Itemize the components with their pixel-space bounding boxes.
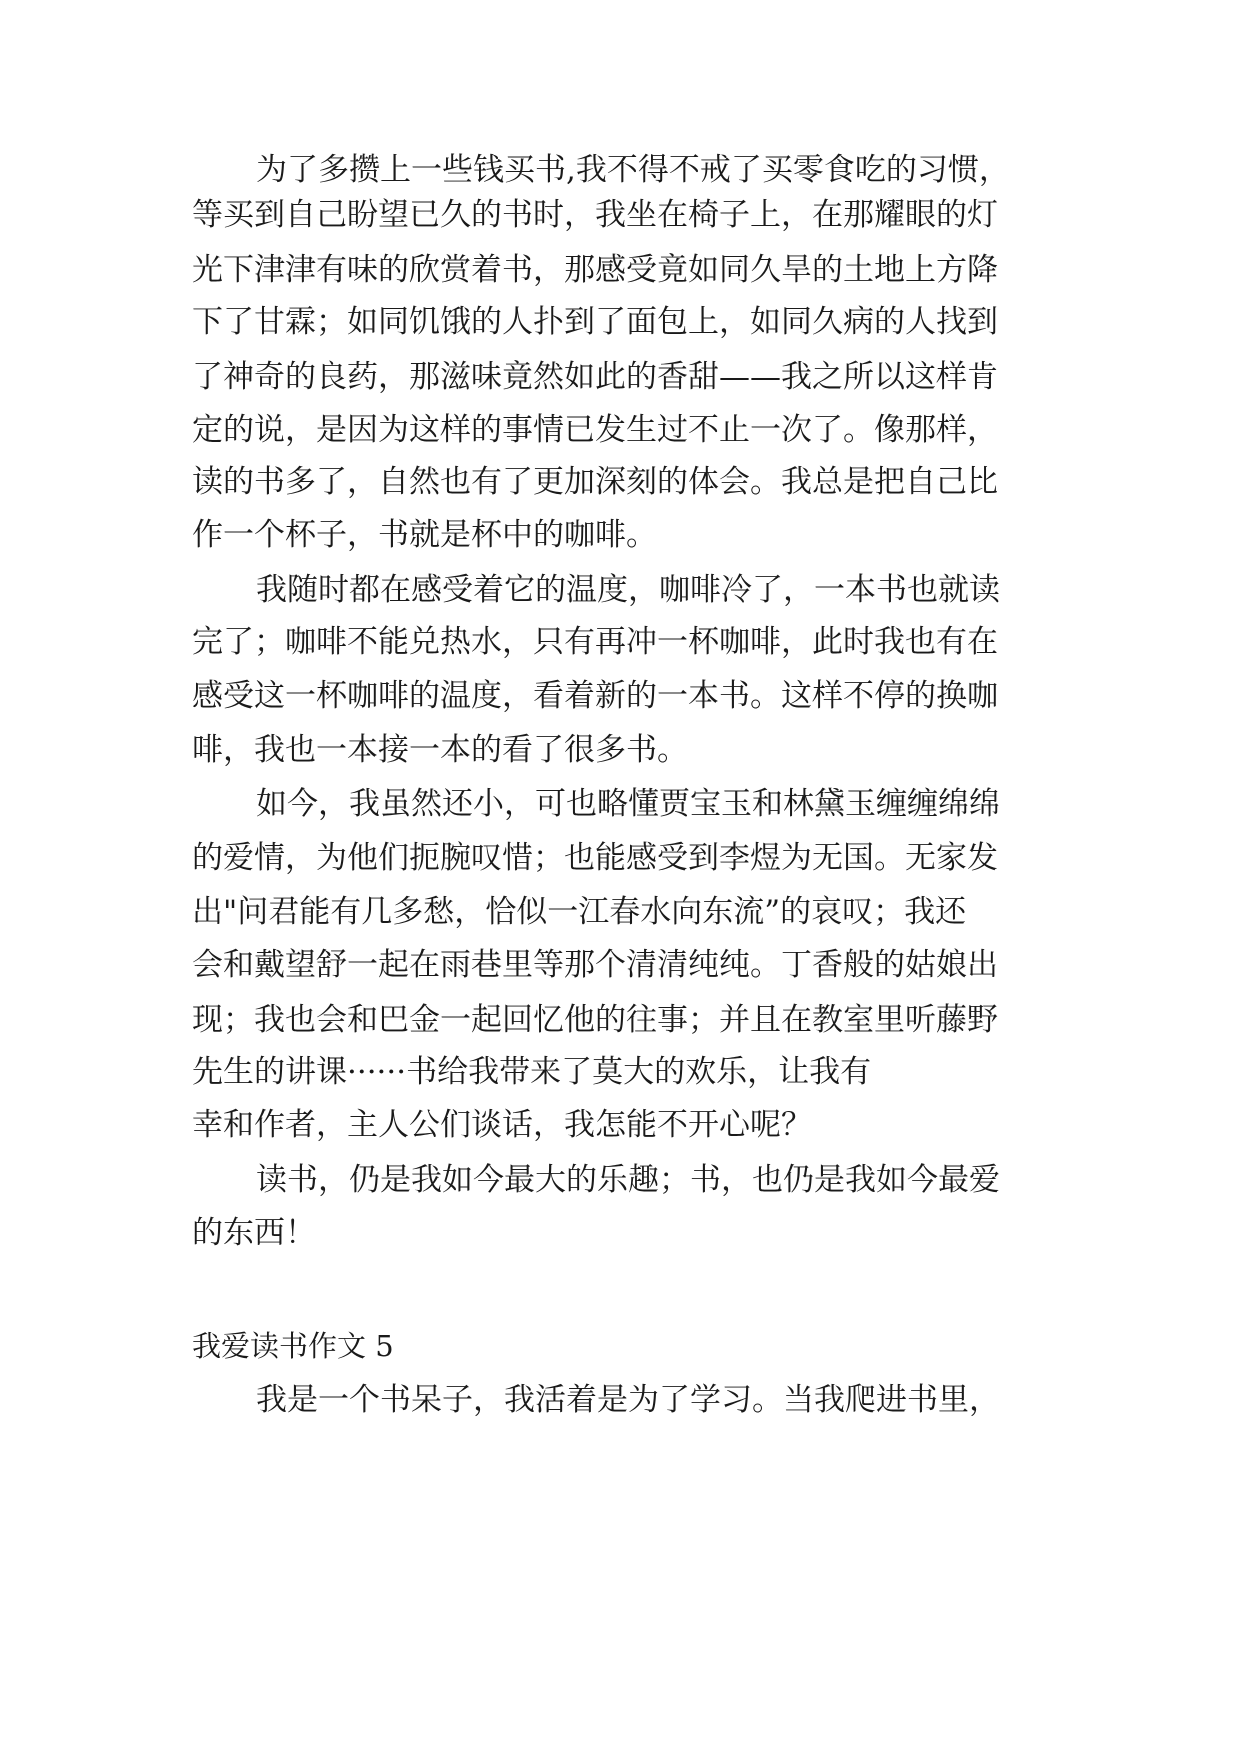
paragraph-line: 出"问君能有几多愁，恰似一江春水向东流”的哀叹；我还 [192, 894, 967, 930]
paragraph-line: 会和戴望舒一起在雨巷里等那个清清纯纯。丁香般的姑娘出 [192, 947, 998, 983]
section-heading: 我爱读书作文 5 [192, 1329, 394, 1363]
paragraph-line: 读的书多了，自然也有了更加深刻的体会。我总是把自己比 [192, 464, 998, 500]
paragraph-line: 我是一个书呆子，我活着是为了学习。当我爬进书里， [256, 1382, 1000, 1418]
paragraph-line: 先生的讲课······书给我带来了莫大的欢乐，让我有 [192, 1054, 872, 1090]
paragraph-line: 感受这一杯咖啡的温度，看着新的一本书。这样不停的换咖 [192, 678, 998, 714]
paragraph-line: 为了多攒上一些钱买书,我不得不戒了买零食吃的习惯， [256, 152, 1010, 188]
paragraph-line: 作一个杯子，书就是杯中的咖啡。 [192, 517, 657, 553]
paragraph-line: 完了；咖啡不能兑热水，只有再冲一杯咖啡，此时我也有在 [192, 624, 998, 660]
paragraph-line: 现；我也会和巴金一起回忆他的往事；并且在教室里听藤野 [192, 1002, 998, 1038]
paragraph-line: 的爱情，为他们扼腕叹惜；也能感受到李煜为无国。无家发 [192, 840, 998, 876]
paragraph-line: 了神奇的良药，那滋味竟然如此的香甜——我之所以这样肯 [192, 359, 998, 395]
paragraph-line: 我随时都在感受着它的温度，咖啡冷了，一本书也就读 [256, 572, 1000, 608]
paragraph-line: 下了甘霖；如同饥饿的人扑到了面包上，如同久病的人找到 [192, 304, 998, 340]
paragraph-line: 光下津津有味的欣赏着书，那感受竟如同久旱的土地上方降 [192, 252, 998, 288]
paragraph-line: 幸和作者，主人公们谈话，我怎能不开心呢？ [192, 1107, 812, 1143]
paragraph-line: 等买到自己盼望已久的书时，我坐在椅子上，在那耀眼的灯 [192, 197, 998, 233]
paragraph-line: 定的说，是因为这样的事情已发生过不止一次了。像那样， [192, 412, 998, 448]
paragraph-line: 读书，仍是我如今最大的乐趣；书，也仍是我如今最爱 [256, 1162, 1000, 1198]
paragraph-line: 如今，我虽然还小，可也略懂贾宝玉和林黛玉缠缠绵绵 [256, 786, 1000, 822]
paragraph-line: 的东西！ [192, 1215, 316, 1251]
paragraph-line: 啡，我也一本接一本的看了很多书。 [192, 732, 688, 768]
